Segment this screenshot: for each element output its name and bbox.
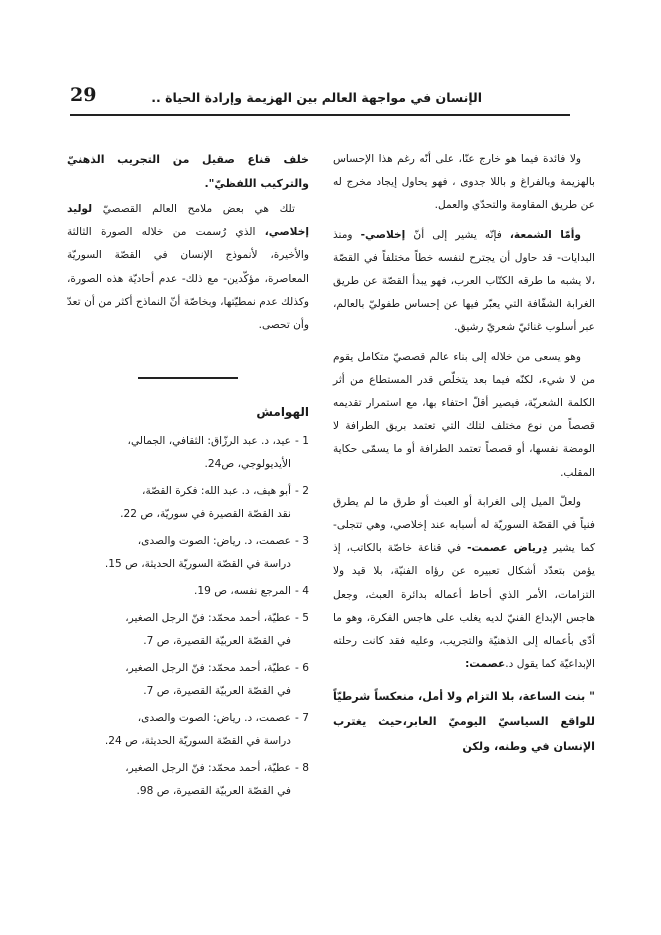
footnote-line: عيد، د. عبد الرزّاق: الثقافي، الجمالي، xyxy=(127,435,291,448)
footnote-line: عطيّة، أحمد محمّد: فنّ الرجل الصغير، xyxy=(125,762,291,775)
running-header xyxy=(70,84,570,114)
conclusion-b: الذي رُسمت من خلاله الصورة الثالثة والأخيرة، لأنموذج الإنسان في القصّة السوريّة المعاصرة، مؤكّدين- مع ذلك- عدم أحاديّة هذه الصورة، وكذلك عدم نمطيّتها، وبخاصّة أنّ النماذج أكثر من أن تعدّ وأن تحصى. xyxy=(67,226,309,332)
footnote-line: الأيديولوجي، ص24. xyxy=(204,458,291,471)
footnote-number: 5 - xyxy=(295,612,309,625)
footnote xyxy=(67,430,309,476)
conclusion-paragraph xyxy=(67,198,309,337)
footnote xyxy=(67,480,309,526)
quote-continuation: خلف قناع صقيل من التجريب الذهنيّ والتركيب اللفظيّ". xyxy=(67,153,309,190)
footnote-line: دراسة في القصّة السوريّة الحديثة، ص 15. xyxy=(104,558,291,571)
paragraph-2-rest: ومنذ البدايات- قد حاول أن يجترح لنفسه خطاً مختلفاً في القصّة ،لا يشبه ما طرقه الكتّاب العرب، فهو يبدأ القصّة عن طريق الغرابة الشفّافة التي يعبّر فيها عن إحساس طفوليّ بالعالم، عبر أسلوب غنائيّ شعريّ رشيق. xyxy=(333,228,595,334)
footnote-line: في القصّة العربيّة القصيرة، ص 7. xyxy=(143,685,291,698)
critic-name-ismat: دِرياض عصمت- xyxy=(467,542,548,555)
footnote-number: 4 - xyxy=(295,585,309,598)
footnote-line: عطيّة، أحمد محمّد: فنّ الرجل الصغير، xyxy=(125,662,291,675)
footnote-line: في القصّة العربيّة القصيرة، ص 7. xyxy=(143,635,291,648)
footnote-number: 7 - xyxy=(295,712,309,725)
running-title: الإنسان في مواجهة العالم بين الهزيمة وإرادة الحياة .. xyxy=(151,90,482,105)
left-column xyxy=(67,148,309,807)
paragraph-4-a: ولعلّ الميل إلى الغرابة أو العبث أو طرق ما لم يطرق فنياً في القصّة السوريّة له أسبابه عند إخلاصي، وهي تتجلى- كما يشير xyxy=(333,495,595,555)
footnote xyxy=(67,580,309,603)
paragraph-4-b: في قناعة خاصّة بالكاتب، إذ يؤمن بتعدّد أشكال تعبيره عن رؤاه الفنيّة، بلا قيد ولا التزامات، الأمر الذي أحاط أعماله بدائرة العبث، وجعل هاجس الإبداع الفنيّ لديه يغلب على هاجس الفكرة، وهو ما أدّى بأعماله إلى الذهنيّة والتجريب، وعليه فقد كانت رحلته الإبداعيّة كما يقول د. xyxy=(333,542,595,671)
right-column xyxy=(333,148,595,759)
footnote-line: عطيّة، أحمد محمّد: فنّ الرجل الصغير، xyxy=(125,612,291,625)
author-name-walid: لوليد إخلاصي، xyxy=(67,203,309,239)
author-name-ikhlasi: إخلاصي- xyxy=(360,228,406,241)
block-quote: " بنت الساعة، بلا التزام ولا أمل، منعكساً شرطيّاً للواقع السياسيّ اليوميّ العابر،حيث يغترب الإنسان في وطنه، ولكن xyxy=(333,690,595,754)
footnote-line: نقد القصّة القصيرة في سوريّة، ص 22. xyxy=(120,508,291,521)
header-rule xyxy=(70,114,570,116)
footnote-number: 3 - xyxy=(295,535,309,548)
footnote-number: 8 - xyxy=(295,762,309,775)
page-number: 29 xyxy=(70,84,97,106)
conclusion-a: تلك هي بعض ملامح العالم القصصيّ xyxy=(92,203,295,215)
footnote xyxy=(67,607,309,653)
footnote-number: 1 - xyxy=(295,435,309,448)
footnote-line: في القصّة العربيّة القصيرة، ص 98. xyxy=(136,785,291,798)
paragraph-2-mid: فإنّه يشير إلى أنّ xyxy=(405,228,510,241)
footnote-line: عصمت، د. رياض: الصوت والصدى، xyxy=(137,712,291,725)
footnote-line: المرجع نفسه، ص 19. xyxy=(194,585,291,598)
critic-name-ismat-2: عصمت: xyxy=(465,658,506,671)
footnote xyxy=(67,757,309,803)
section-divider xyxy=(138,377,238,379)
footnote-number: 6 - xyxy=(295,662,309,675)
footnote-line: عصمت، د. رياض: الصوت والصدى، xyxy=(137,535,291,548)
footnote xyxy=(67,530,309,576)
footnotes-list xyxy=(67,430,309,803)
footnote-line: دراسة في القصّة السوريّة الحديثة، ص 24. xyxy=(104,735,291,748)
paragraph-3: وهو يسعى من خلاله إلى بناء عالم قصصيّ متكامل يقوم من لا شيء، لكنّه فيما بعد يتخلّص قدر المستطاع من أثر الكلمة الشعريّة، فيصير أقلّ احتفاء بها، مع استمرار تقديمه قصصاً من نوع مختلف لتلك التي تعتمد بريق الطرافة لا الومضة نفسها، أو قصصاً تعتمد الطرافة أو ما يسمّى حكاية المقلب. xyxy=(333,350,595,479)
footnote-line: أبو هيف، د. عبد الله: فكرة القصّة، xyxy=(142,485,291,498)
paragraph-2 xyxy=(333,224,595,340)
footnote xyxy=(67,707,309,753)
footnote xyxy=(67,657,309,703)
footnote-number: 2 - xyxy=(295,485,309,498)
paragraph-4 xyxy=(333,491,595,677)
footnotes-title: الهوامش xyxy=(256,405,309,420)
paragraph-2-lead: وأمّا الشمعة، xyxy=(509,228,581,241)
paragraph-1: ولا فائدة فيما هو خارج عنّا، على أنّه رغم هذا الإحساس بالهزيمة وبالفراغ و باللا جدوى ، فهو يحاول إيجاد مخرج له عن طريق المقاومة والتحدّي والعمل. xyxy=(333,153,595,212)
